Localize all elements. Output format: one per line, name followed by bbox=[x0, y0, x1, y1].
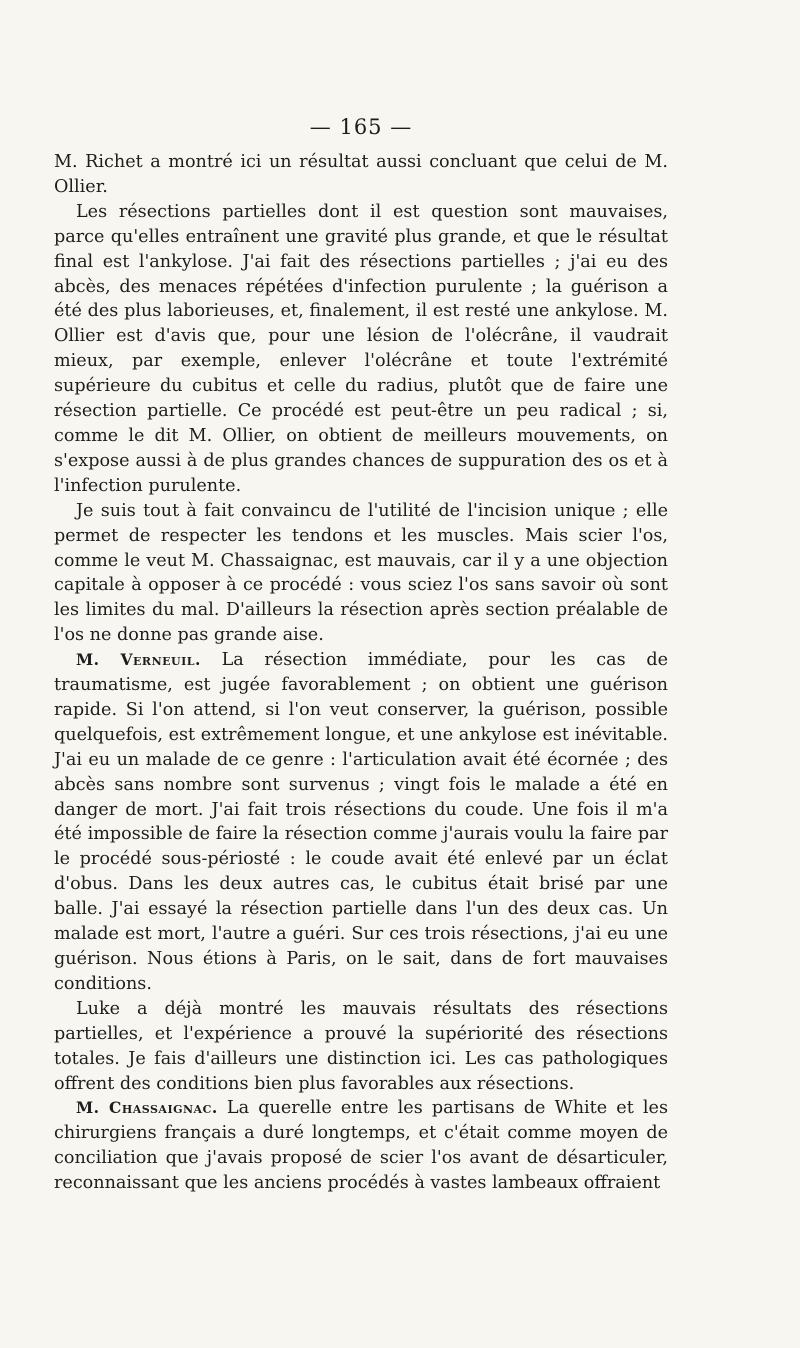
paragraph-5 bbox=[54, 997, 668, 1097]
paragraph-3 bbox=[54, 499, 668, 648]
paragraph-1-text: M. Richet a montré ici un résultat aussi concluant que celui de M. Ollier. bbox=[54, 152, 668, 197]
paragraph-4 bbox=[54, 648, 668, 997]
page-number: — 165 — bbox=[309, 115, 413, 139]
paragraph-2 bbox=[54, 200, 668, 499]
paragraph-6 bbox=[54, 1096, 668, 1196]
speaker-chassaignac: M. Chassaignac. bbox=[76, 1098, 218, 1118]
paragraph-4-text: La résection immédiate, pour les cas de traumatisme, est jugée favorablement ; on obtient une guérison rapide. Si l'on attend, si l'on veut conserver, la guérison, possible quelquefois, est extrêmement longue, et une ankylose est inévitable. J'ai eu un malade de ce genre : l'articulation avait été écornée ; des abcès sans nombre sont survenus ; vingt fois le malade a été en danger de mort. J'ai fait trois résections du coude. Une fois il m'a été impossible de faire la résection comme j'aurais voulu la faire par le procédé sous-périosté : le coude avait été enlevé par un éclat d'obus. Dans les deux autres cas, le cubitus était brisé par une balle. J'ai essayé la résection partielle dans l'un des deux cas. Un malade est mort, l'autre a guéri. Sur ces trois résections, j'ai eu une guérison. Nous étions à Paris, on le sait, dans de fort mauvaises conditions. bbox=[54, 650, 669, 994]
paragraph-1 bbox=[54, 150, 668, 200]
paragraph-5-text: Luke a déjà montré les mauvais résultats des résections partielles, et l'expérience a prouvé la supériorité des résections totales. Je fais d'ailleurs une distinction ici. Les cas pathologiques offrent des conditions bien plus favorables aux résections. bbox=[54, 998, 668, 1094]
speaker-verneuil: M. Verneuil. bbox=[76, 650, 201, 670]
paragraph-6-text: La querelle entre les partisans de White et les chirurgiens français a duré longtemps, et c'était comme moyen de conciliation que j'avais proposé de scier l'os avant de désarticuler, reconnaissant que les anciens procédés à vastes lambeaux offraient bbox=[54, 1098, 668, 1194]
document-page bbox=[54, 112, 668, 1196]
paragraph-2-text: Les résections partielles dont il est question sont mauvaises, parce qu'elles entraînent une gravité plus grande, et que le résultat final est l'ankylose. J'ai fait des résections partielles ; j'ai eu des abcès, des menaces répétées d'infection purulente ; la guérison a été des plus laborieuses, et, finalement, il est resté une ankylose. M. Ollier est d'avis que, pour une lésion de l'olécrâne, il vaudrait mieux, par exemple, enlever l'olécrâne et toute l'extrémité supérieure du cubitus et celle du radius, plutôt que de faire une résection partielle. Ce procédé est peut-être un peu radical ; si, comme le dit M. Ollier, on obtient de meilleurs mouvements, on s'expose aussi à de plus grandes chances de suppuration des os et à l'infection purulente. bbox=[54, 201, 668, 496]
paragraph-3-text: Je suis tout à fait convaincu de l'utilité de l'incision unique ; elle permet de respecter les tendons et les muscles. Mais scier l'os, comme le veut M. Chassaignac, est mauvais, car il y a une objection capitale à opposer à ce procédé : vous sciez l'os sans savoir où sont les limites du mal. D'ailleurs la résection après section préalable de l'os ne donne pas grande aise. bbox=[54, 500, 668, 646]
